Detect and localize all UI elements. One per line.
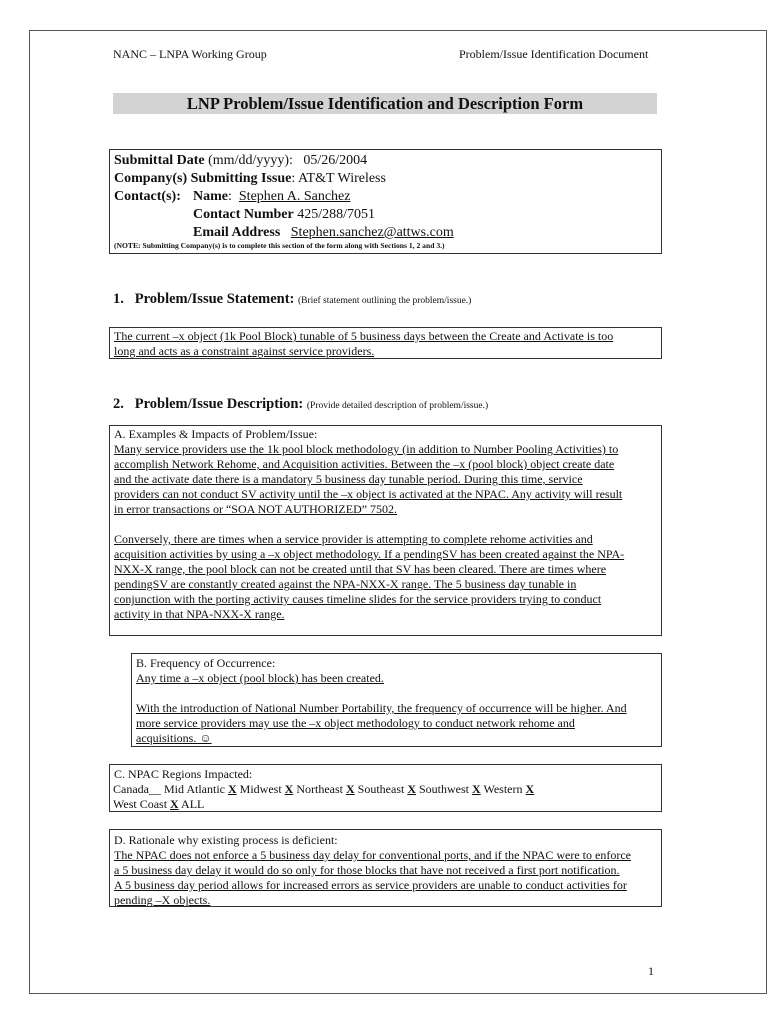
section2a-box [109,425,662,636]
submittal-date-row [114,152,367,170]
submittal-date-format: (mm/dd/yyyy): [204,153,293,168]
name-value: Stephen A. Sanchez [238,189,351,204]
region-southwest: Southwest [419,782,473,796]
section2-number: 2. [113,396,124,412]
section2d-line: The NPAC does not enforce a 5 business day delay for conventional ports, and if the NPAC were to enforce [114,848,631,862]
region-canada: Canada [113,782,149,796]
header-left: NANC – LNPA Working Group [113,47,267,61]
section2a-line: accomplish Network Rehome, and Acquisition activities. Between the –x (pool block) object create date [114,457,615,471]
form-title: LNP Problem/Issue Identification and Description Form [113,93,657,114]
email-value[interactable]: Stephen.sanchez@attws.com [290,225,454,240]
section2a-label: A. Examples & Impacts of Problem/Issue: [114,427,318,441]
region-southwest-mark: X [472,782,481,796]
region-northeast-mark: X [345,782,355,796]
section2a-line: activity in that NPA-NXX-X range. [114,607,285,621]
region-western-mark: X [525,782,535,796]
region-mid-atlantic-mark: X [227,782,237,796]
submittal-date-value: 05/26/2004 [303,153,368,168]
section2a-line: and the activate date there is a mandatory 5 business day tunable period. During this time, service [114,472,583,486]
submittal-note: (NOTE: Submitting Company(s) is to complete this section of the form along with Sections 1, 2 and 3.) [114,241,445,250]
page-number: 1 [648,964,654,978]
name-label: Name [193,189,228,204]
section2b-line: more service providers may use the –x object methodology to conduct network rehome and [136,716,575,730]
section2-heading [113,396,488,413]
section2d-line: a 5 business day delay it would do so only for those blocks that have not received a first port notification. [114,863,620,877]
region-canada-mark: __ [148,782,161,796]
region-all: ALL [178,797,205,811]
section2a-line: Many service providers use the 1k pool block methodology (in addition to Number Pooling Activities) to [114,442,619,456]
company-label: Company(s) Submitting Issue [114,171,292,186]
section2d-label: D. Rationale why existing process is deficient: [114,833,338,847]
section1-number: 1. [113,291,124,307]
submittal-box [109,149,662,254]
section2a-line: in error transactions or “SOA NOT AUTHORIZED” 7502. [114,502,398,516]
header-right: Problem/Issue Identification Document [459,47,649,61]
section2b-line: With the introduction of National Number Portability, the frequency of occurrence will be higher. And [136,701,627,715]
region-western: Western [483,782,526,796]
regions-row-2 [113,797,204,812]
section2d-line: pending –X objects. [114,893,211,907]
region-west-coast-mark: X [170,797,179,811]
section2a-line: acquisition activities by using a –x object methodology. If a pendingSV has been created against the NPA- [114,547,625,561]
section2b-label: B. Frequency of Occurrence: [136,656,276,670]
region-southeast: Southeast [357,782,408,796]
section2a-line: Conversely, there are times when a service provider is attempting to complete rehome activities and [114,532,593,546]
section2a-line: providers can not conduct SV activity until the –x object is activated at the NPAC. Any activity will result [114,487,623,501]
contact-number-row [193,206,375,224]
regions-row [113,782,534,797]
section2a-line: pendingSV are constantly created against the NPA-NXX-X range. The 5 business day tunable in [114,577,577,591]
company-value: : AT&T Wireless [291,171,386,186]
section2c-label: C. NPAC Regions Impacted: [114,767,253,781]
section2c-box [109,764,662,812]
contacts-label: Contact(s): [114,189,181,204]
section1-title: Problem/Issue Statement: [134,291,295,307]
section2d-box [109,829,662,907]
section1-note: (Brief statement outlining the problem/issue.) [298,296,472,306]
region-northeast: Northeast [296,782,346,796]
submittal-date-label: Submittal Date [114,153,205,168]
section1-heading [113,291,471,308]
section1-line: The current –x object (1k Pool Block) tunable of 5 business days between the Create and Activate is too [114,329,614,343]
email-row [193,224,454,242]
contact-name-row: Name: Stephen A. Sanchez [193,189,351,204]
section2b-line: Any time a –x object (pool block) has been created. [136,671,384,685]
section1-line: long and acts as a constraint against service providers. [114,344,375,358]
company-row [114,170,386,188]
region-southeast-mark: X [407,782,416,796]
region-midwest: Midwest [239,782,285,796]
section2a-line: conjunction with the porting activity causes timeline slides for the service providers trying to conduct [114,592,602,606]
section2-title: Problem/Issue Description: [134,396,304,412]
section2d-line: A 5 business day period allows for increased errors as service providers are unable to conduct activities for [114,878,627,892]
section2a-line: NXX-X range, the pool block can not be created until that SV has been cleared. There are times where [114,562,607,576]
section2b-box [131,653,662,747]
section2-note: (Provide detailed description of problem/issue.) [306,401,489,411]
region-west-coast: West Coast [113,797,171,811]
section1-box [109,327,662,359]
region-midwest-mark: X [284,782,294,796]
number-value: 425/288/7051 [293,207,375,222]
number-label: Contact Number [193,207,294,222]
region-mid-atlantic: Mid Atlantic [163,782,228,796]
section2b-line: acquisitions. ☺ [136,731,212,745]
email-label: Email Address [193,225,281,240]
